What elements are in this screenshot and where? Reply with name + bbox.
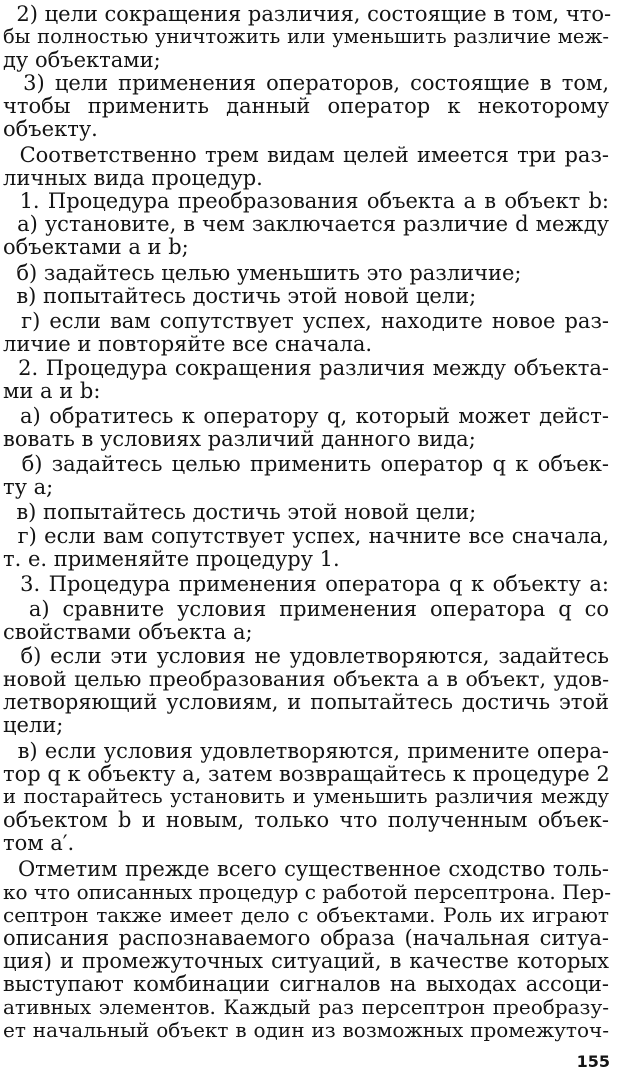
- text-line: б) если эти условия не удовлетворяются, задайтесь: [3, 644, 609, 668]
- text-line: г) если вам сопутствует успех, начните все сначала,: [3, 524, 609, 548]
- text-line: объекту.: [3, 117, 98, 141]
- text-line: цели;: [3, 713, 64, 737]
- text-line: а) сравните условия применения оператора q со: [3, 597, 609, 621]
- text-line: б) задайтесь целью применить оператор q к объек-: [3, 452, 609, 476]
- text-line: а) обратитесь к оператору q, который может дейст-: [3, 404, 609, 428]
- text-line: ативных элементов. Каждый раз персептрон преобразу-: [3, 995, 609, 1019]
- text-line: и постарайтесь установить и уменьшить различия между: [3, 785, 609, 808]
- text-line: септрон также имеет дело с объектами. Роль их играют: [3, 903, 609, 927]
- text-line: тор q к объекту a, затем возвращайтесь к процедуре 2: [3, 762, 610, 786]
- text-line: личных вида процедур.: [3, 166, 263, 190]
- text-line: ко что описанных процедур с работой персептрона. Пер-: [3, 880, 611, 904]
- text-line: в) попытайтесь достичь этой новой цели;: [3, 500, 477, 524]
- text-line: б) задайтесь целью уменьшить это различие;: [3, 261, 522, 285]
- text-line: 1. Процедура преобразования объекта a в объект b:: [3, 189, 609, 213]
- page-number: 155: [576, 1052, 610, 1071]
- text-line: объектами a и b;: [3, 235, 189, 259]
- text-line: ту a;: [3, 475, 54, 499]
- text-line: том a′.: [3, 831, 75, 855]
- text-line: объектом b и новым, только что полученным объек-: [3, 808, 609, 832]
- text-line: ми a и b:: [3, 379, 101, 403]
- text-line: ция) и промежуточных ситуаций, в качестве которых: [3, 949, 609, 973]
- text-line: вовать в условиях различий данного вида;: [3, 427, 476, 451]
- text-line: новой целью преобразования объекта a в объект, удов-: [3, 667, 609, 691]
- text-line: бы полностью уничтожить или уменьшить различие меж-: [3, 25, 609, 48]
- text-line: описания распознаваемого образа (начальная ситуа-: [3, 926, 609, 950]
- text-line: 2) цели сокращения различия, состоящие в том, что-: [3, 2, 612, 26]
- text-line: 2. Процедура сокращения различия между объекта-: [3, 356, 609, 380]
- text-line: чтобы применить данный оператор к некоторому: [3, 94, 609, 118]
- text-line: летворяющий условиям, и попытайтесь достичь этой: [3, 690, 609, 714]
- text-line: 3) цели применения операторов, состоящие в том,: [3, 71, 609, 95]
- text-line: 3. Процедура применения оператора q к объекту a:: [3, 572, 609, 596]
- text-line: г) если вам сопутствует успех, находите новое раз-: [3, 309, 609, 333]
- text-line: т. е. применяйте процедуру 1.: [3, 547, 340, 571]
- text-line: ду объектами;: [3, 48, 161, 72]
- text-line: в) попытайтесь достичь этой новой цели;: [3, 284, 477, 308]
- text-line: Соответственно трем видам целей имеется три раз-: [3, 143, 609, 167]
- text-line: свойствами объекта a;: [3, 620, 253, 644]
- text-line: выступают комбинации сигналов на выходах ассоци-: [3, 972, 609, 996]
- text-line: Отметим прежде всего существенное сходство толь-: [3, 857, 609, 881]
- text-line: личие и повторяйте все сначала.: [3, 332, 373, 356]
- text-line: в) если условия удовлетворяются, примените опера-: [3, 739, 609, 763]
- text-line: а) установите, в чем заключается различие d между: [3, 212, 609, 236]
- text-line: ет начальный объект в один из возможных промежуточ-: [3, 1018, 609, 1042]
